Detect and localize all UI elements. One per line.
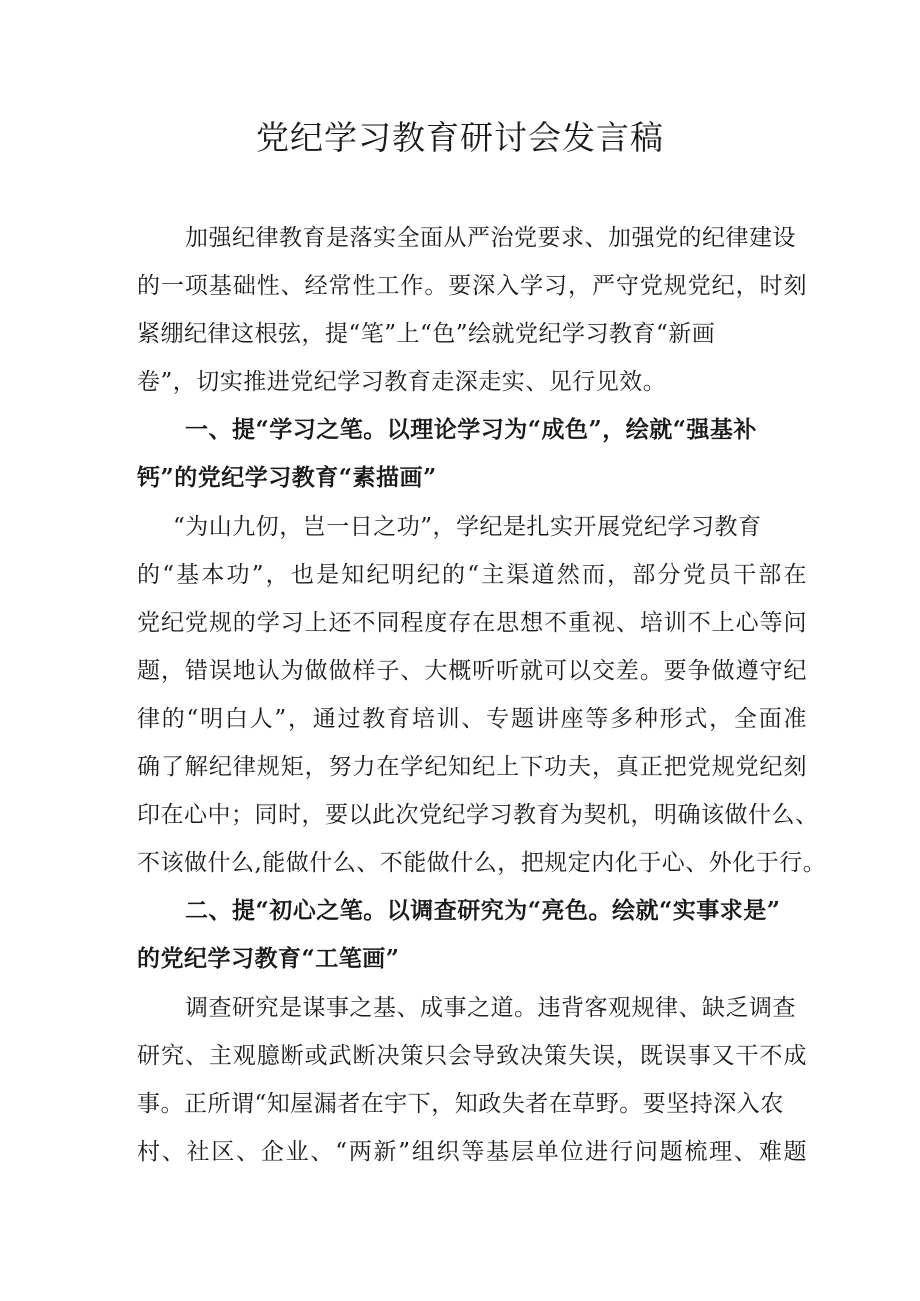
paragraph-line: 卷”，切实推进党纪学习教育走深走实、见行见效。 — [137, 369, 667, 396]
paragraph-line: 的一项基础性、经常性工作。要深入学习，严守党规党纪，时刻 — [137, 273, 807, 300]
paragraph-line: 研究、主观臆断或武断决策只会导致决策失误，既误事又干不成 — [137, 1042, 807, 1069]
paragraph-line: 印在心中；同时，要以此次党纪学习教育为契机，明确该做什么、 — [137, 802, 819, 829]
section-heading-line: 一、提“学习之笔。以理论学习为“成色”，绘就“强基补 — [185, 416, 757, 444]
paragraph-line: 党纪党规的学习上还不同程度存在思想不重视、培训不上心等问 — [137, 609, 807, 636]
paragraph-line: 的“基本功”，也是知纪明纪的“主渠道然而，部分党员干部在 — [137, 561, 807, 588]
paragraph-line: 调查研究是谋事之基、成事之道。违背客观规律、缺乏调查 — [185, 994, 796, 1021]
paragraph-line: 事。正所谓“知屋漏者在宇下，知政失者在草野。要坚持深入农 — [137, 1090, 784, 1117]
section-heading-line: 的党纪学习教育“工笔画” — [137, 945, 400, 973]
page-title: 党纪学习教育研讨会发言稿 — [256, 118, 664, 157]
paragraph-line: 加强纪律教育是落实全面从严治党要求、加强党的纪律建设 — [185, 225, 796, 251]
paragraph-line: 确了解纪律规矩，努力在学纪知纪上下功夫，真正把党规党纪刻 — [137, 754, 807, 781]
paragraph-line: 律的“明白人”，通过教育培训、专题讲座等多种形式，全面准 — [137, 705, 807, 732]
section-heading-line: 二、提“初心之笔。以调查研究为“亮色。绘就“实事求是” — [185, 897, 781, 925]
paragraph-line: “为山九仞，岂一日之功”，学纪是扎实开展党纪学习教育 — [173, 513, 762, 540]
document-body — [137, 214, 827, 1176]
paragraph-line: 村、社区、企业、“两新”组织等基层单位进行问题梳理、难题 — [137, 1138, 807, 1165]
section-heading-line: 钙”的党纪学习教育“素描画” — [137, 464, 437, 492]
paragraph-line: 不该做什么,能做什么、不能做什么，把规定内化于心、外化于行。 — [137, 850, 827, 877]
paragraph-line: 紧绷纪律这根弦，提“笔”上“色”绘就党纪学习教育“新画 — [137, 321, 716, 348]
paragraph-line: 题，错误地认为做做样子、大概听听就可以交差。要争做遵守纪 — [137, 657, 807, 684]
